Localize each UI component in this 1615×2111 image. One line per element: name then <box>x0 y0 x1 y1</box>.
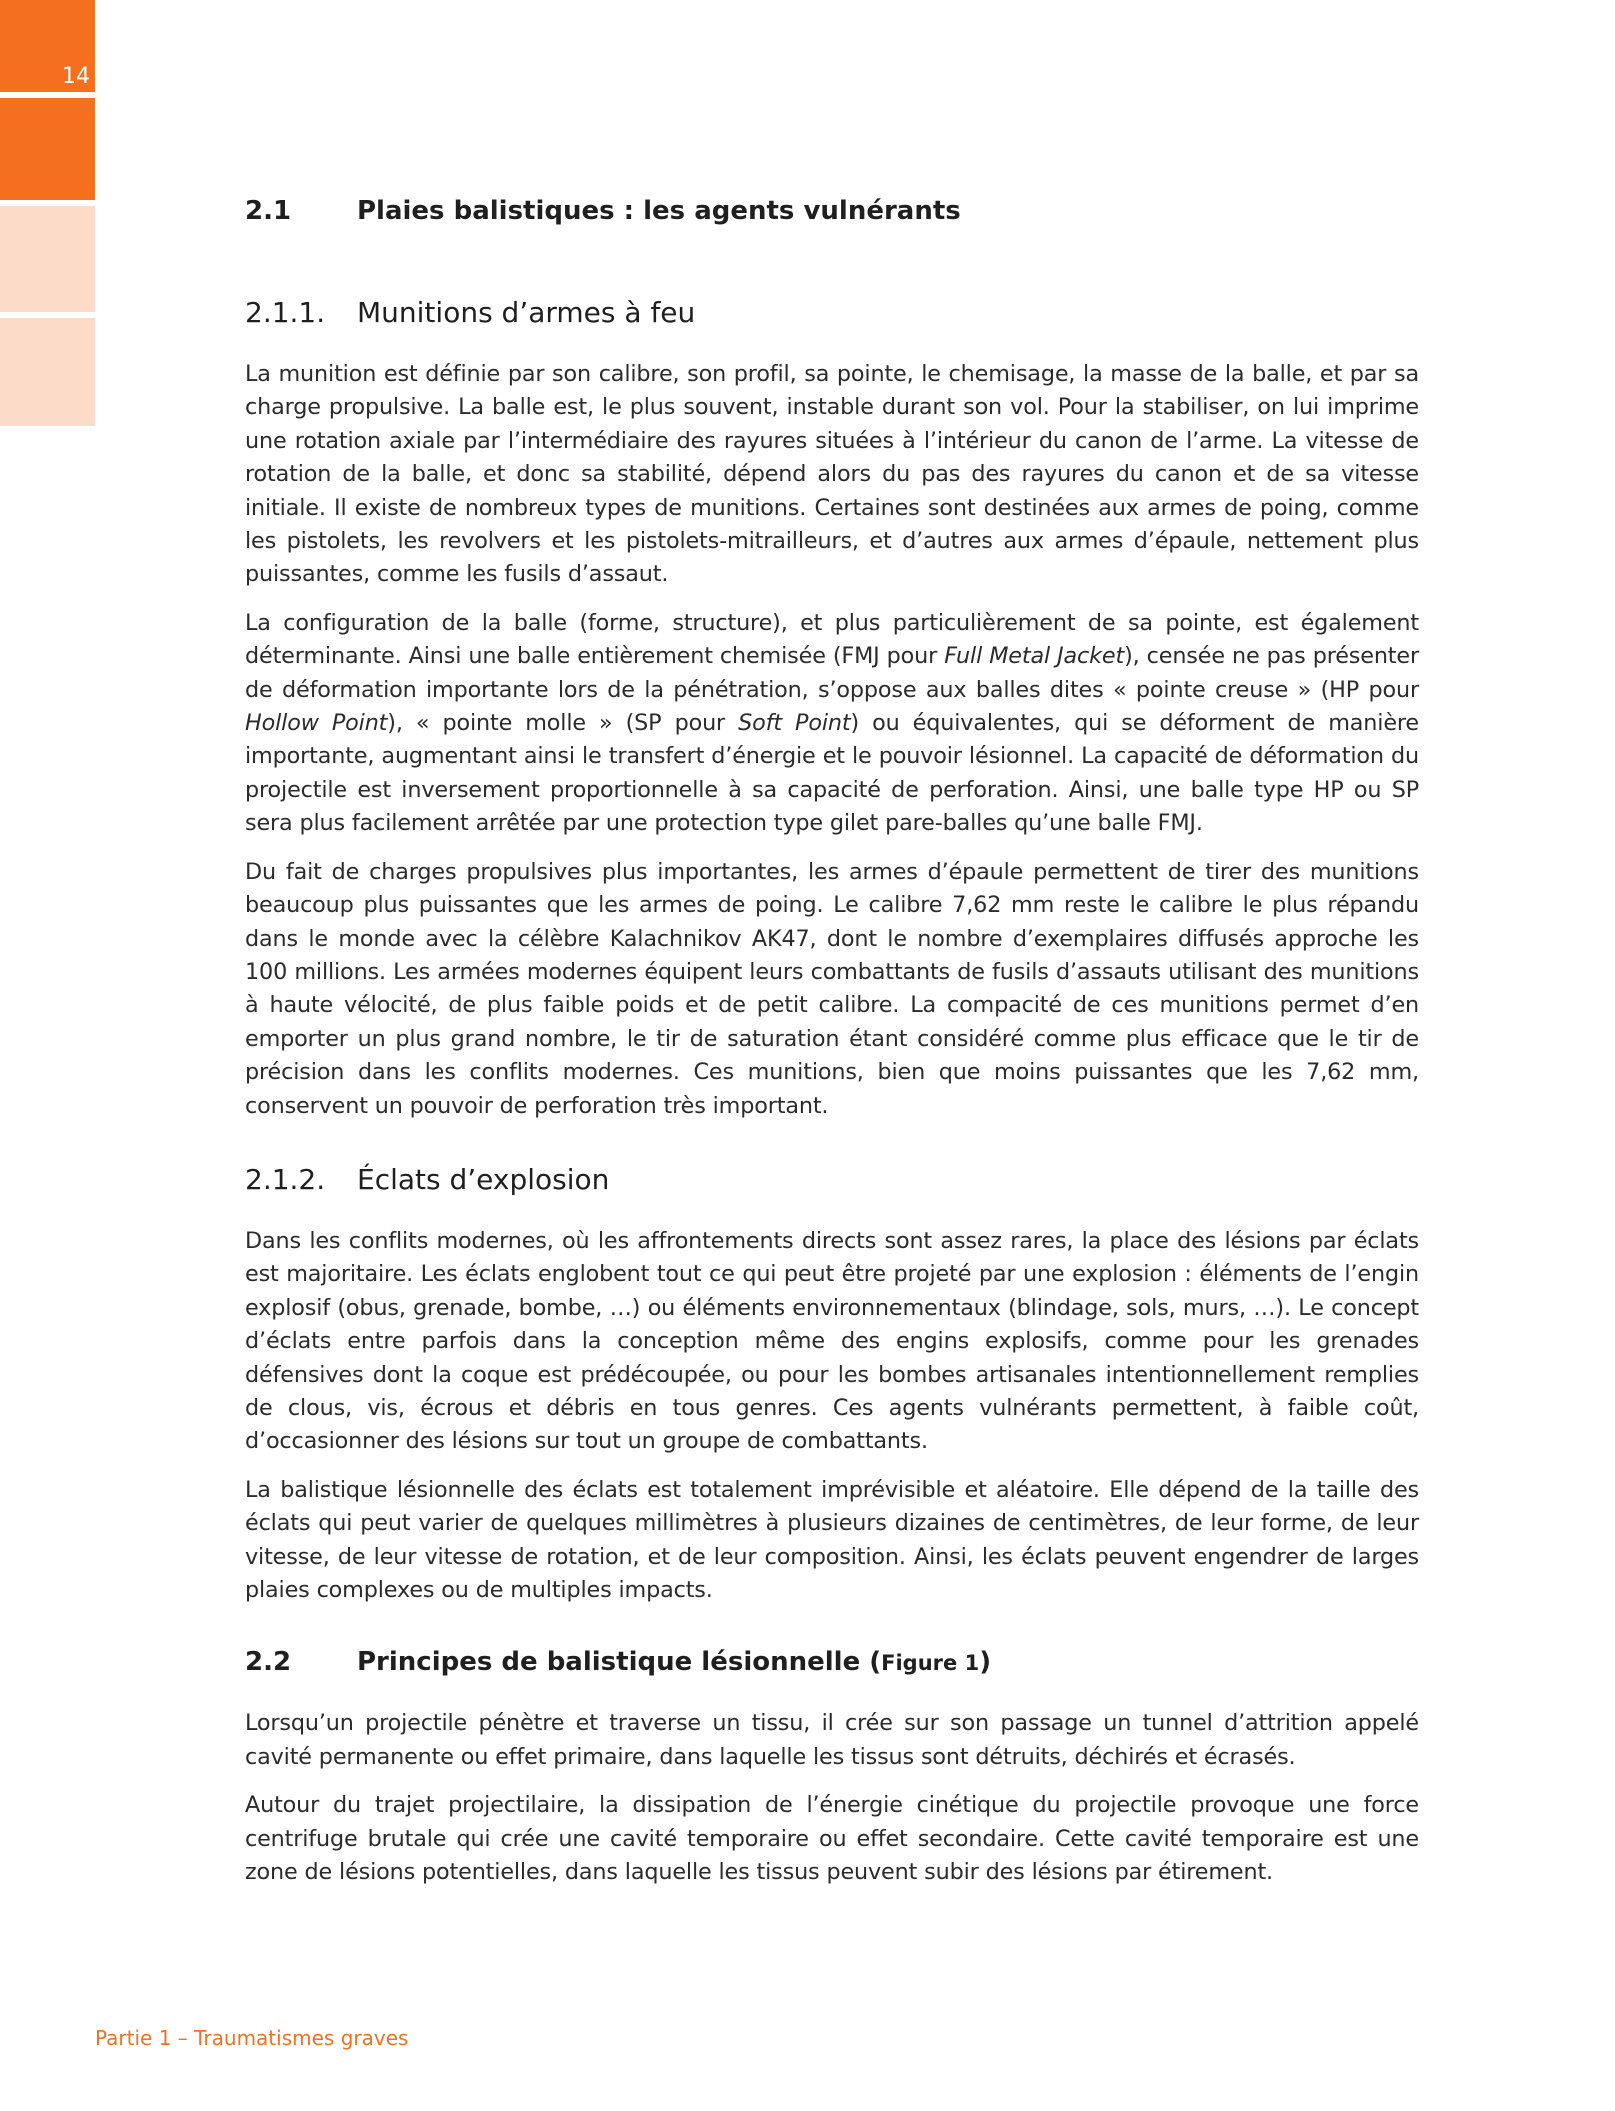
figure-reference: Figure 1 <box>881 1651 980 1676</box>
section-title: Principes de balistique lésionnelle (Figure 1) <box>357 1647 992 1678</box>
subsection-heading-2-1-2 <box>245 1163 1419 1205</box>
subsection-title: Munitions d’armes à feu <box>357 296 696 329</box>
subsection-heading-2-1-1 <box>245 296 1419 338</box>
emphasis: Soft Point <box>738 710 851 737</box>
section-heading-2-2 <box>245 1647 1419 1687</box>
chapter-tab-4 <box>0 318 95 426</box>
chapter-tab-3 <box>0 206 95 312</box>
section-heading-2-1 <box>245 196 1419 236</box>
paragraph: Du fait de charges propulsives plus importantes, les armes d’épaule permettent de tirer des munitions beaucoup plus puissantes que les armes de poing. Le calibre 7,62 mm reste le calibre le plus répandu dans le monde avec la célèbre Kalachnikov AK47, dont le nombre d’exemplaires diffusés approche les 100 millions. Les armées modernes équipent leurs combattants de fusils d’assauts utilisant des munitions à haute vélocité, de plus faible poids et de petit calibre. La compacité de ces munitions permet d’en emporter un plus grand nombre, le tir de saturation étant considéré comme plus efficace que le tir de précision dans les conflits modernes. Ces munitions, bien que moins puissantes que les 7,62 mm, conservent un pouvoir de perforation très important. <box>245 858 1419 1119</box>
section-number: 2.2 <box>245 1647 292 1678</box>
page-number: 14 <box>62 64 90 89</box>
paragraph: La balistique lésionnelle des éclats est totalement imprévisible et aléatoire. Elle dépend de la taille des éclats qui peut varier de quelques millimètres à plusieurs dizaines de centimètres, de leur forme, de leur vitesse, de leur vitesse de rotation, et de leur composition. Ainsi, les éclats peuvent engendrer de larges plaies complexes ou de multiples impacts. <box>245 1476 1419 1603</box>
paragraph: La munition est définie par son calibre, son profil, sa pointe, le chemisage, la masse de la balle, et par sa charge propulsive. La balle est, le plus souvent, instable durant son vol. Pour la stabiliser, on lui imprime une rotation axiale par l’intermédiaire des rayures situées à l’intérieur du canon de l’arme. La vitesse de rotation de la balle, et donc sa stabilité, dépend alors du pas des rayures du canon et de sa vitesse initiale. Il existe de nombreux types de munitions. Certaines sont destinées aux armes de poing, comme les pistolets, les revolvers et les pistolets-mitrailleurs, et d’autres aux armes d’épaule, nettement plus puissantes, comme les fusils d’assaut. <box>245 361 1419 588</box>
subsection-number: 2.1.1. <box>245 296 326 329</box>
subsection-number: 2.1.2. <box>245 1162 326 1196</box>
section-title: Plaies balistiques : les agents vulnérants <box>357 196 961 226</box>
paragraph: Autour du trajet projectilaire, la dissipation de l’énergie cinétique du projectile provoque une force centrifuge brutale qui crée une cavité temporaire ou effet secondaire. Cette cavité temporaire est une zone de lésions potentielles, dans laquelle les tissus peuvent subir des lésions par étirement. <box>245 1792 1419 1886</box>
paragraph: Dans les conflits modernes, où les affrontements directs sont assez rares, la place des lésions par éclats est majoritaire. Les éclats englobent tout ce qui peut être projeté par une explosion : éléments de l’engin explosif (obus, grenade, bombe, …) ou éléments environnementaux (blindage, sols, murs, …). Le concept d’éclats entre parfois dans la conception même des engins explosifs, comme pour les grenades défensives dont la coque est prédécoupée, ou pour les bombes artisanales intentionnellement remplies de clous, vis, écrous et débris en tous genres. Ces agents vulnérants permettent, à faible coût, d’occasionner des lésions sur tout un groupe de combattants. <box>245 1227 1419 1455</box>
section-number: 2.1 <box>245 196 292 226</box>
subsection-title: Éclats d’explosion <box>357 1162 610 1196</box>
paragraph: La configuration de la balle (forme, structure), et plus particulièrement de sa pointe, est également déterminante. Ainsi une balle entièrement chemisée (FMJ pour Full Metal Jacket), censée ne pas présenter de déformation importante lors de la pénétration, s’oppose aux balles dites « pointe creuse » (HP pour Hollow Point), « pointe molle » (SP pour Soft Point) ou équivalentes, qui se déforment de manière importante, augmentant ainsi le transfert d’énergie et le pouvoir lésionnel. La capacité de déformation du projectile est inversement proportionnelle à sa capacité de perforation. Ainsi, une balle type HP ou SP sera plus facilement arrêtée par une protection type gilet pare-balles qu’une balle FMJ. <box>245 609 1419 837</box>
chapter-tab-2 <box>0 98 95 200</box>
running-footer: Partie 1 – Traumatismes graves <box>95 2026 409 2050</box>
emphasis: Full Metal Jacket <box>944 643 1125 670</box>
emphasis: Hollow Point <box>245 710 388 737</box>
paragraph: Lorsqu’un projectile pénètre et traverse un tissu, il crée sur son passage un tunnel d’attrition appelé cavité permanente ou effet primaire, dans laquelle les tissus sont détruits, déchirés et écrasés. <box>245 1710 1419 1770</box>
page-content <box>245 196 1419 1889</box>
